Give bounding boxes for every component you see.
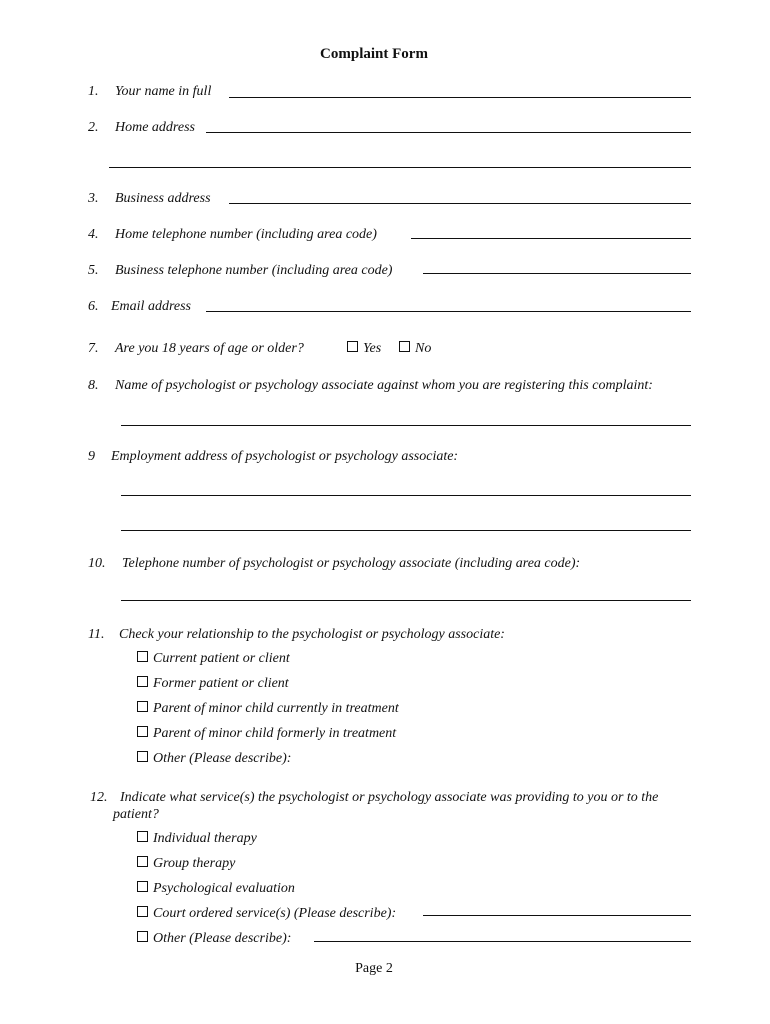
question-label: Telephone number of psychologist or psychology associate (including area code): [122,556,581,571]
option-label: Other (Please describe): [153,751,292,766]
service-option-individual[interactable] [137,830,257,847]
question-label: Indicate what service(s) the psychologist or psychology associate was providing to you or to the [120,790,659,805]
question-number: 1. [88,84,99,99]
home-address-field-line[interactable] [206,132,691,133]
email-field-line[interactable] [206,311,691,312]
option-label: Parent of minor child currently in treatment [153,701,399,716]
question-12-continuation: patient? [113,807,159,822]
service-option-group[interactable] [137,855,235,872]
question-number: 2. [88,120,99,135]
question-12 [90,789,720,806]
question-label: Employment address of psychologist or psychology associate: [111,449,459,464]
relationship-option-parent-current[interactable] [137,700,399,717]
question-number: 5. [88,263,99,278]
service-option-court-ordered[interactable] [137,905,396,922]
question-number: 4. [88,227,99,242]
option-label: Individual therapy [153,831,257,846]
checkbox[interactable] [137,701,148,712]
question-5 [88,262,392,279]
question-1 [88,83,211,100]
age-yes-option[interactable] [347,340,381,357]
question-6 [88,298,191,315]
page-number: Page 2 [355,961,393,976]
question-4 [88,226,377,243]
question-label: Business telephone number (including area code) [115,263,393,278]
home-phone-field-line[interactable] [411,238,691,239]
form-title: Complaint Form [320,46,428,62]
question-number: 11. [88,627,105,642]
option-label: No [415,341,432,356]
question-number: 6. [88,299,99,314]
question-label: Check your relationship to the psychologist or psychology associate: [119,627,505,642]
question-label: Home address [115,120,195,135]
question-label: Home telephone number (including area code) [115,227,377,242]
question-number: 10. [88,556,106,571]
relationship-option-former[interactable] [137,675,289,692]
option-label: Court ordered service(s) (Please describe): [153,906,397,921]
court-ordered-description-line[interactable] [423,915,691,916]
checkbox[interactable] [137,906,148,917]
question-2 [88,119,195,136]
checkbox[interactable] [137,726,148,737]
option-label: Group therapy [153,856,236,871]
name-field-line[interactable] [229,97,691,98]
checkbox[interactable] [137,651,148,662]
question-label: Business address [115,191,211,206]
checkbox[interactable] [137,931,148,942]
checkbox[interactable] [137,881,148,892]
relationship-option-current[interactable] [137,650,290,667]
checkbox[interactable] [347,341,358,352]
question-9 [88,448,458,465]
business-address-field-line[interactable] [229,203,691,204]
question-number: 7. [88,341,99,356]
relationship-option-other[interactable] [137,750,291,767]
other-service-description-line[interactable] [314,941,691,942]
question-11 [88,626,505,643]
option-label: Current patient or client [153,651,290,666]
question-7 [88,340,304,357]
age-no-option[interactable] [399,340,431,357]
service-option-evaluation[interactable] [137,880,295,897]
question-number: 8. [88,378,99,393]
question-number: 12. [90,790,108,805]
question-label: Your name in full [115,84,212,99]
relationship-option-parent-former[interactable] [137,725,396,742]
option-label: Psychological evaluation [153,881,295,896]
question-label: Name of psychologist or psychology associate against whom you are registering this complaint: [115,378,653,393]
home-address-field-line-2[interactable] [109,167,691,168]
checkbox[interactable] [137,856,148,867]
question-10 [88,555,580,572]
business-phone-field-line[interactable] [423,273,691,274]
question-label: Are you 18 years of age or older? [115,341,304,356]
option-label: Former patient or client [153,676,289,691]
checkbox[interactable] [137,676,148,687]
option-label: Other (Please describe): [153,931,292,946]
question-3 [88,190,211,207]
question-8 [88,377,653,394]
employment-address-field-line[interactable] [121,495,691,496]
option-label: Parent of minor child formerly in treatment [153,726,397,741]
option-label: Yes [363,341,382,356]
employment-address-field-line-2[interactable] [121,530,691,531]
question-number: 9 [88,449,95,464]
service-option-other[interactable] [137,930,291,947]
question-number: 3. [88,191,99,206]
checkbox[interactable] [137,751,148,762]
checkbox[interactable] [137,831,148,842]
checkbox[interactable] [399,341,410,352]
psychologist-phone-field-line[interactable] [121,600,691,601]
question-label: Email address [111,299,191,314]
psychologist-name-field-line[interactable] [121,425,691,426]
